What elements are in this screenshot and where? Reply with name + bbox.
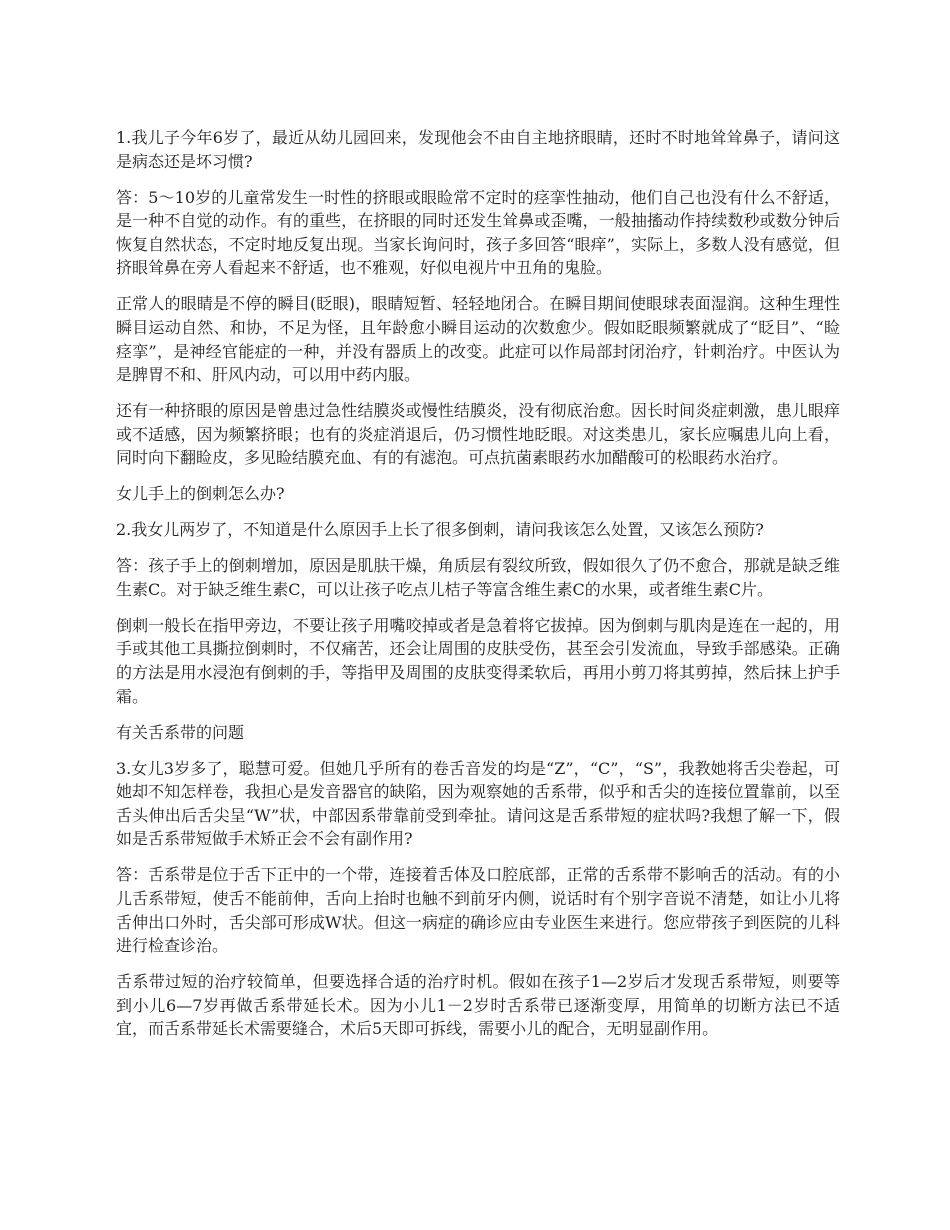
section-title-tongue-tie: 有关舌系带的问题 [116, 722, 245, 742]
question-3: 3.女儿3岁多了，聪慧可爱。但她几乎所有的卷舌音发的均是“Z”，“C”，“S”，我教她将舌尖卷起，可她却不知怎样卷，我担心是发音器官的缺陷，因为观察她的舌系带，似乎和舌尖的连接位置靠前，以至舌头伸出后舌尖呈“W”状，中部因系带靠前受到牵扯。请问这是舌系带短的症状吗?我想了解一下，假如是舌系带短做手术矫正会不会有副作用? [116, 758, 840, 849]
section-title-hangnails: 女儿手上的倒刺怎么办? [116, 484, 285, 504]
answer-3-part-2: 舌系带过短的治疗较简单，但要选择合适的治疗时机。假如在孩子1—2岁后才发现舌系带短，则要等到小儿6—7岁再做舌系带延长术。因为小儿1－2岁时舌系带已逐渐变厚，用简单的切断方法已不适宜，而舌系带延长术需要缝合，术后5天即可拆线，需要小儿的配合，无明显副作用。 [116, 972, 840, 1039]
question-2: 2.我女儿两岁了，不知道是什么原因手上长了很多倒刺，请问我该怎么处置，又该怎么预防? [116, 520, 764, 540]
question-1: 1.我儿子今年6岁了，最近从幼儿园回来，发现他会不由自主地挤眼睛，还时不时地耸耸鼻子，请问这是病态还是坏习惯? [116, 128, 840, 171]
answer-1-part-2: 正常人的眼睛是不停的瞬目(眨眼)，眼睛短暂、轻轻地闭合。在瞬目期间使眼球表面湿润。这种生理性瞬目运动自然、和协，不足为怪，且年龄愈小瞬目运动的次数愈少。假如眨眼频繁就成了“眨目”、“睑痉挛”，是神经官能症的一种，并没有器质上的改变。此症可以作局部封闭治疗，针刺治疗。中医认为是脾胃不和、肝风内动，可以用中药内服。 [116, 294, 840, 385]
answer-1-part-3: 还有一种挤眼的原因是曾患过急性结膜炎或慢性结膜炎，没有彻底治愈。因长时间炎症刺激，患儿眼痒或不适感，因为频繁挤眼；也有的炎症消退后，仍习惯性地眨眼。对这类患儿，家长应嘱患儿向上看，同时向下翻睑皮，多见睑结膜充血、有的有滤泡。可点抗菌素眼药水加醋酸可的松眼药水治疗。 [116, 401, 840, 468]
answer-1-part-1: 答：5～10岁的儿童常发生一时性的挤眼或眼睑常不定时的痉挛性抽动，他们自己也没有什么不舒适，是一种不自觉的动作。有的重些，在挤眼的同时还发生耸鼻或歪嘴，一般抽搐动作持续数秒或数分钟后恢复自然状态，不定时地反复出现。当家长询问时，孩子多回答“眼痒”，实际上，多数人没有感觉，但挤眼耸鼻在旁人看起来不舒适，也不雅观，好似电视片中丑角的鬼脸。 [116, 187, 840, 278]
answer-2-part-1: 答：孩子手上的倒刺增加，原因是肌肤干燥，角质层有裂纹所致，假如很久了仍不愈合，那就是缺乏维生素C。对于缺乏维生素C，可以让孩子吃点儿桔子等富含维生素C的水果，或者维生素C片。 [116, 556, 840, 599]
answer-2-part-2: 倒刺一般长在指甲旁边，不要让孩子用嘴咬掉或者是急着将它拔掉。因为倒刺与肌肉是连在一起的，用手或其他工具撕拉倒刺时，不仅痛苦，还会让周围的皮肤受伤，甚至会引发流血，导致手部感染。正确的方法是用水浸泡有倒刺的手，等指甲及周围的皮肤变得柔软后，再用小剪刀将其剪掉，然后抹上护手霜。 [116, 615, 840, 706]
answer-3-part-1: 答：舌系带是位于舌下正中的一个带，连接着舌体及口腔底部，正常的舌系带不影响舌的活动。有的小儿舌系带短，使舌不能前伸，舌向上抬时也触不到前牙内侧，说话时有个别字音说不清楚，如让小儿将舌伸出口外时，舌尖部可形成W状。但这一病症的确诊应由专业医生来进行。您应带孩子到医院的儿科进行检查诊治。 [116, 865, 840, 956]
document-body [116, 126, 840, 1053]
